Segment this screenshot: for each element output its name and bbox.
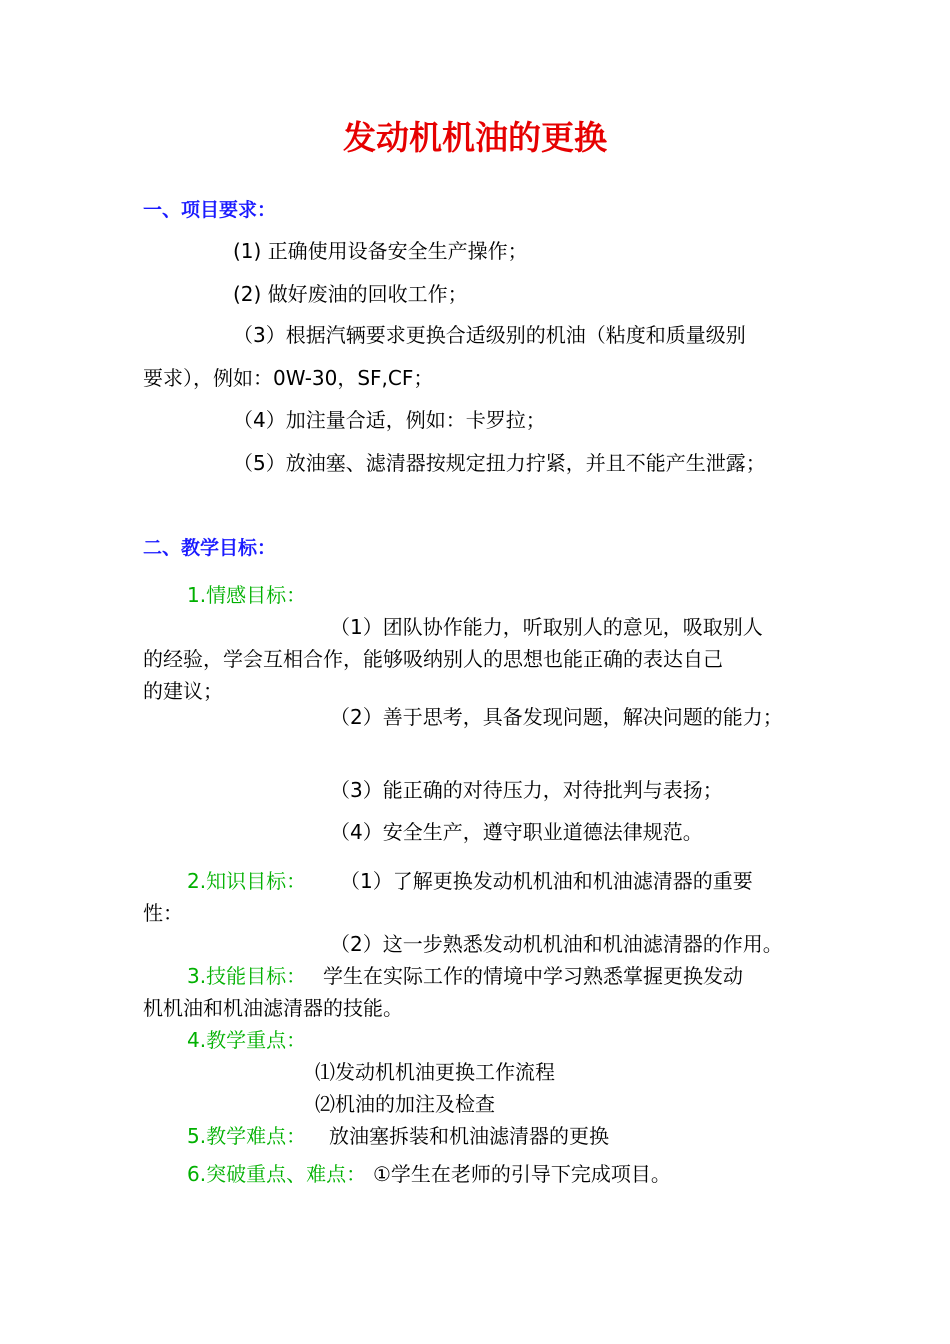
key-point-2: ⑵机油的加注及检查 — [315, 1092, 495, 1116]
emotion-line-6: （4）安全生产，遵守职业道德法律规范。 — [330, 820, 703, 844]
requirement-item-5: （5）放油塞、滤清器按规定扭力拧紧，并且不能产生泄露； — [233, 451, 766, 475]
emotion-line-4: （2）善于思考，具备发现问题，解决问题的能力； — [330, 705, 783, 729]
requirement-item-3-cont: 要求），例如：0W-30，SF,CF； — [143, 366, 434, 390]
breakthrough-label: 6.突破重点、难点： — [187, 1162, 367, 1186]
knowledge-line-1: （1）了解更换发动机机油和机油滤清器的重要 — [340, 869, 753, 893]
difficulty-text: 放油塞拆装和机油滤清器的更换 — [329, 1124, 609, 1148]
breakthrough-text: ①学生在老师的引导下完成项目。 — [373, 1162, 671, 1186]
emotion-line-2: 的经验，学会互相合作，能够吸纳别人的思想也能正确的表达自己 — [143, 647, 723, 671]
knowledge-objective-label: 2.知识目标： — [187, 869, 307, 893]
requirement-item-3: （3）根据汽辆要求更换合适级别的机油（粘度和质量级别 — [233, 323, 746, 347]
knowledge-line-3: （2）这一步熟悉发动机机油和机油滤清器的作用。 — [330, 932, 783, 956]
section-heading-requirements: 一、项目要求： — [143, 199, 277, 221]
section-heading-objectives: 二、教学目标： — [143, 537, 277, 559]
requirement-item-2: (2) 做好废油的回收工作； — [233, 282, 468, 306]
key-points-label: 4.教学重点： — [187, 1028, 307, 1052]
key-point-1: ⑴发动机机油更换工作流程 — [315, 1060, 555, 1084]
skill-line-1: 学生在实际工作的情境中学习熟悉掌握更换发动 — [323, 964, 743, 988]
emotion-line-5: （3）能正确的对待压力，对待批判与表扬； — [330, 778, 723, 802]
difficulty-label: 5.教学难点： — [187, 1124, 307, 1148]
emotion-line-3: 的建议； — [143, 679, 223, 703]
knowledge-line-2: 性： — [143, 901, 183, 925]
skill-objective-label: 3.技能目标： — [187, 964, 307, 988]
document-title: 发动机机油的更换 — [343, 118, 607, 157]
emotion-objective-label: 1.情感目标： — [187, 583, 307, 607]
requirement-item-4: （4）加注量合适，例如：卡罗拉； — [233, 408, 546, 432]
emotion-line-1: （1）团队协作能力，听取别人的意见，吸取别人 — [330, 615, 763, 639]
requirement-item-1: (1) 正确使用设备安全生产操作； — [233, 239, 528, 263]
skill-line-2: 机机油和机油滤清器的技能。 — [143, 996, 403, 1020]
